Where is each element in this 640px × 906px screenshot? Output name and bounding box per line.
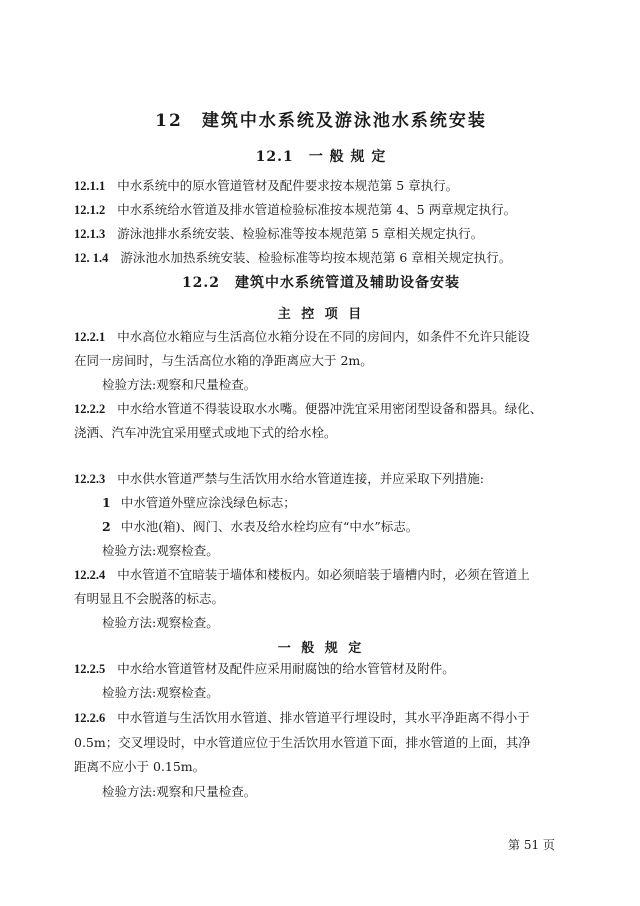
page-number: 第 51 页 <box>508 838 555 852</box>
list-item-number: 1 <box>102 495 111 510</box>
clause-number: 12.1.1 <box>74 179 106 193</box>
subheading-main-items: 主 控 项 目 <box>277 307 365 322</box>
clause-12-2-1 <box>74 325 568 349</box>
list-item-text: 中水管道外壁应涂浅绿色标志； <box>120 495 296 510</box>
check-method: 检验方法:观察和尺量检查。 <box>102 784 257 799</box>
clause-number: 12.1.3 <box>74 227 106 241</box>
clause-12-1-4 <box>74 246 568 270</box>
list-item-1 <box>102 491 568 515</box>
clause-text: 游泳池水加热系统安装、检验标准等均按本规范第 6 章相关规定执行。 <box>120 250 512 265</box>
clause-number: 12. 1.4 <box>74 251 109 265</box>
check-method: 检验方法:观察检查。 <box>102 543 219 558</box>
clause-text: 中水给水管道管材及配件应采用耐腐蚀的给水管管材及附件。 <box>117 661 455 676</box>
clause-number: 12.2.3 <box>74 472 106 486</box>
clause-12-2-4 <box>74 563 568 587</box>
clause-text: 中水系统中的原水管道管材及配件要求按本规范第 5 章执行。 <box>117 178 459 193</box>
clause-text: 中水管道与生活饮用水管道、排水管道平行埋设时，其水平净距离不得小于 <box>117 710 530 725</box>
clause-12-2-5 <box>74 657 568 681</box>
clause-12-2-2 <box>74 397 568 421</box>
clause-continuation: 有明显且不会脱落的标志。 <box>74 591 225 606</box>
clause-continuation: 在同一房间时，与生活高位水箱的净距离应大于 2m。 <box>74 353 373 368</box>
clause-text: 游泳池排水系统安装、检验标准等按本规范第 5 章相关规定执行。 <box>117 226 484 241</box>
clause-number: 12.2.6 <box>74 711 106 725</box>
clause-number: 12.2.2 <box>74 402 106 416</box>
check-method: 检验方法:观察检查。 <box>102 685 219 700</box>
section-title-12-2: 12.2 建筑中水系统管道及辅助设备安装 <box>181 275 461 291</box>
document-page <box>74 0 568 906</box>
clause-text: 中水高位水箱应与生活高位水箱分设在不同的房间内，如条件不允许只能设 <box>117 329 530 344</box>
clause-continuation: 0.5m；交叉埋设时，中水管道应位于生活饮用水管道下面，排水管道的上面，其净 <box>74 735 531 750</box>
section-title-12-1: 12.1 一 般 规 定 <box>255 149 387 165</box>
clause-number: 12.2.4 <box>74 568 106 582</box>
check-method: 检验方法:观察和尺量检查。 <box>102 377 257 392</box>
clause-12-1-1 <box>74 174 568 198</box>
clause-number: 12.2.1 <box>74 330 106 344</box>
clause-continuation: 浇洒、汽车冲洗宜采用壁式或地下式的给水栓。 <box>74 425 337 440</box>
list-item-number: 2 <box>102 519 111 534</box>
clause-continuation: 距离不应小于 0.15m。 <box>74 759 206 774</box>
clause-12-2-6 <box>74 706 568 730</box>
clause-12-1-3 <box>74 222 568 246</box>
clause-number: 12.2.5 <box>74 662 106 676</box>
chapter-title: 12 建筑中水系统及游泳池水系统安装 <box>155 111 487 131</box>
check-method: 检验方法:观察检查。 <box>102 615 219 630</box>
clause-text: 中水供水管道严禁与生活饮用水给水管道连接，并应采取下列措施: <box>117 471 484 486</box>
clause-12-1-2 <box>74 198 568 222</box>
subheading-general-items: 一 般 规 定 <box>277 641 365 656</box>
list-item-text: 中水池(箱)、阀门、水表及给水栓均应有“中水”标志。 <box>120 519 419 534</box>
clause-text: 中水系统给水管道及排水管道检验标准按本规范第 4、5 两章规定执行。 <box>117 202 517 217</box>
clause-text: 中水管道不宜暗装于墙体和楼板内。如必须暗装于墙槽内时，必须在管道上 <box>117 567 530 582</box>
clause-text: 中水给水管道不得装设取水水嘴。便器冲洗宜采用密闭型设备和器具。绿化、 <box>117 401 543 416</box>
clause-12-2-3 <box>74 467 568 491</box>
list-item-2 <box>102 515 568 539</box>
clause-number: 12.1.2 <box>74 203 106 217</box>
